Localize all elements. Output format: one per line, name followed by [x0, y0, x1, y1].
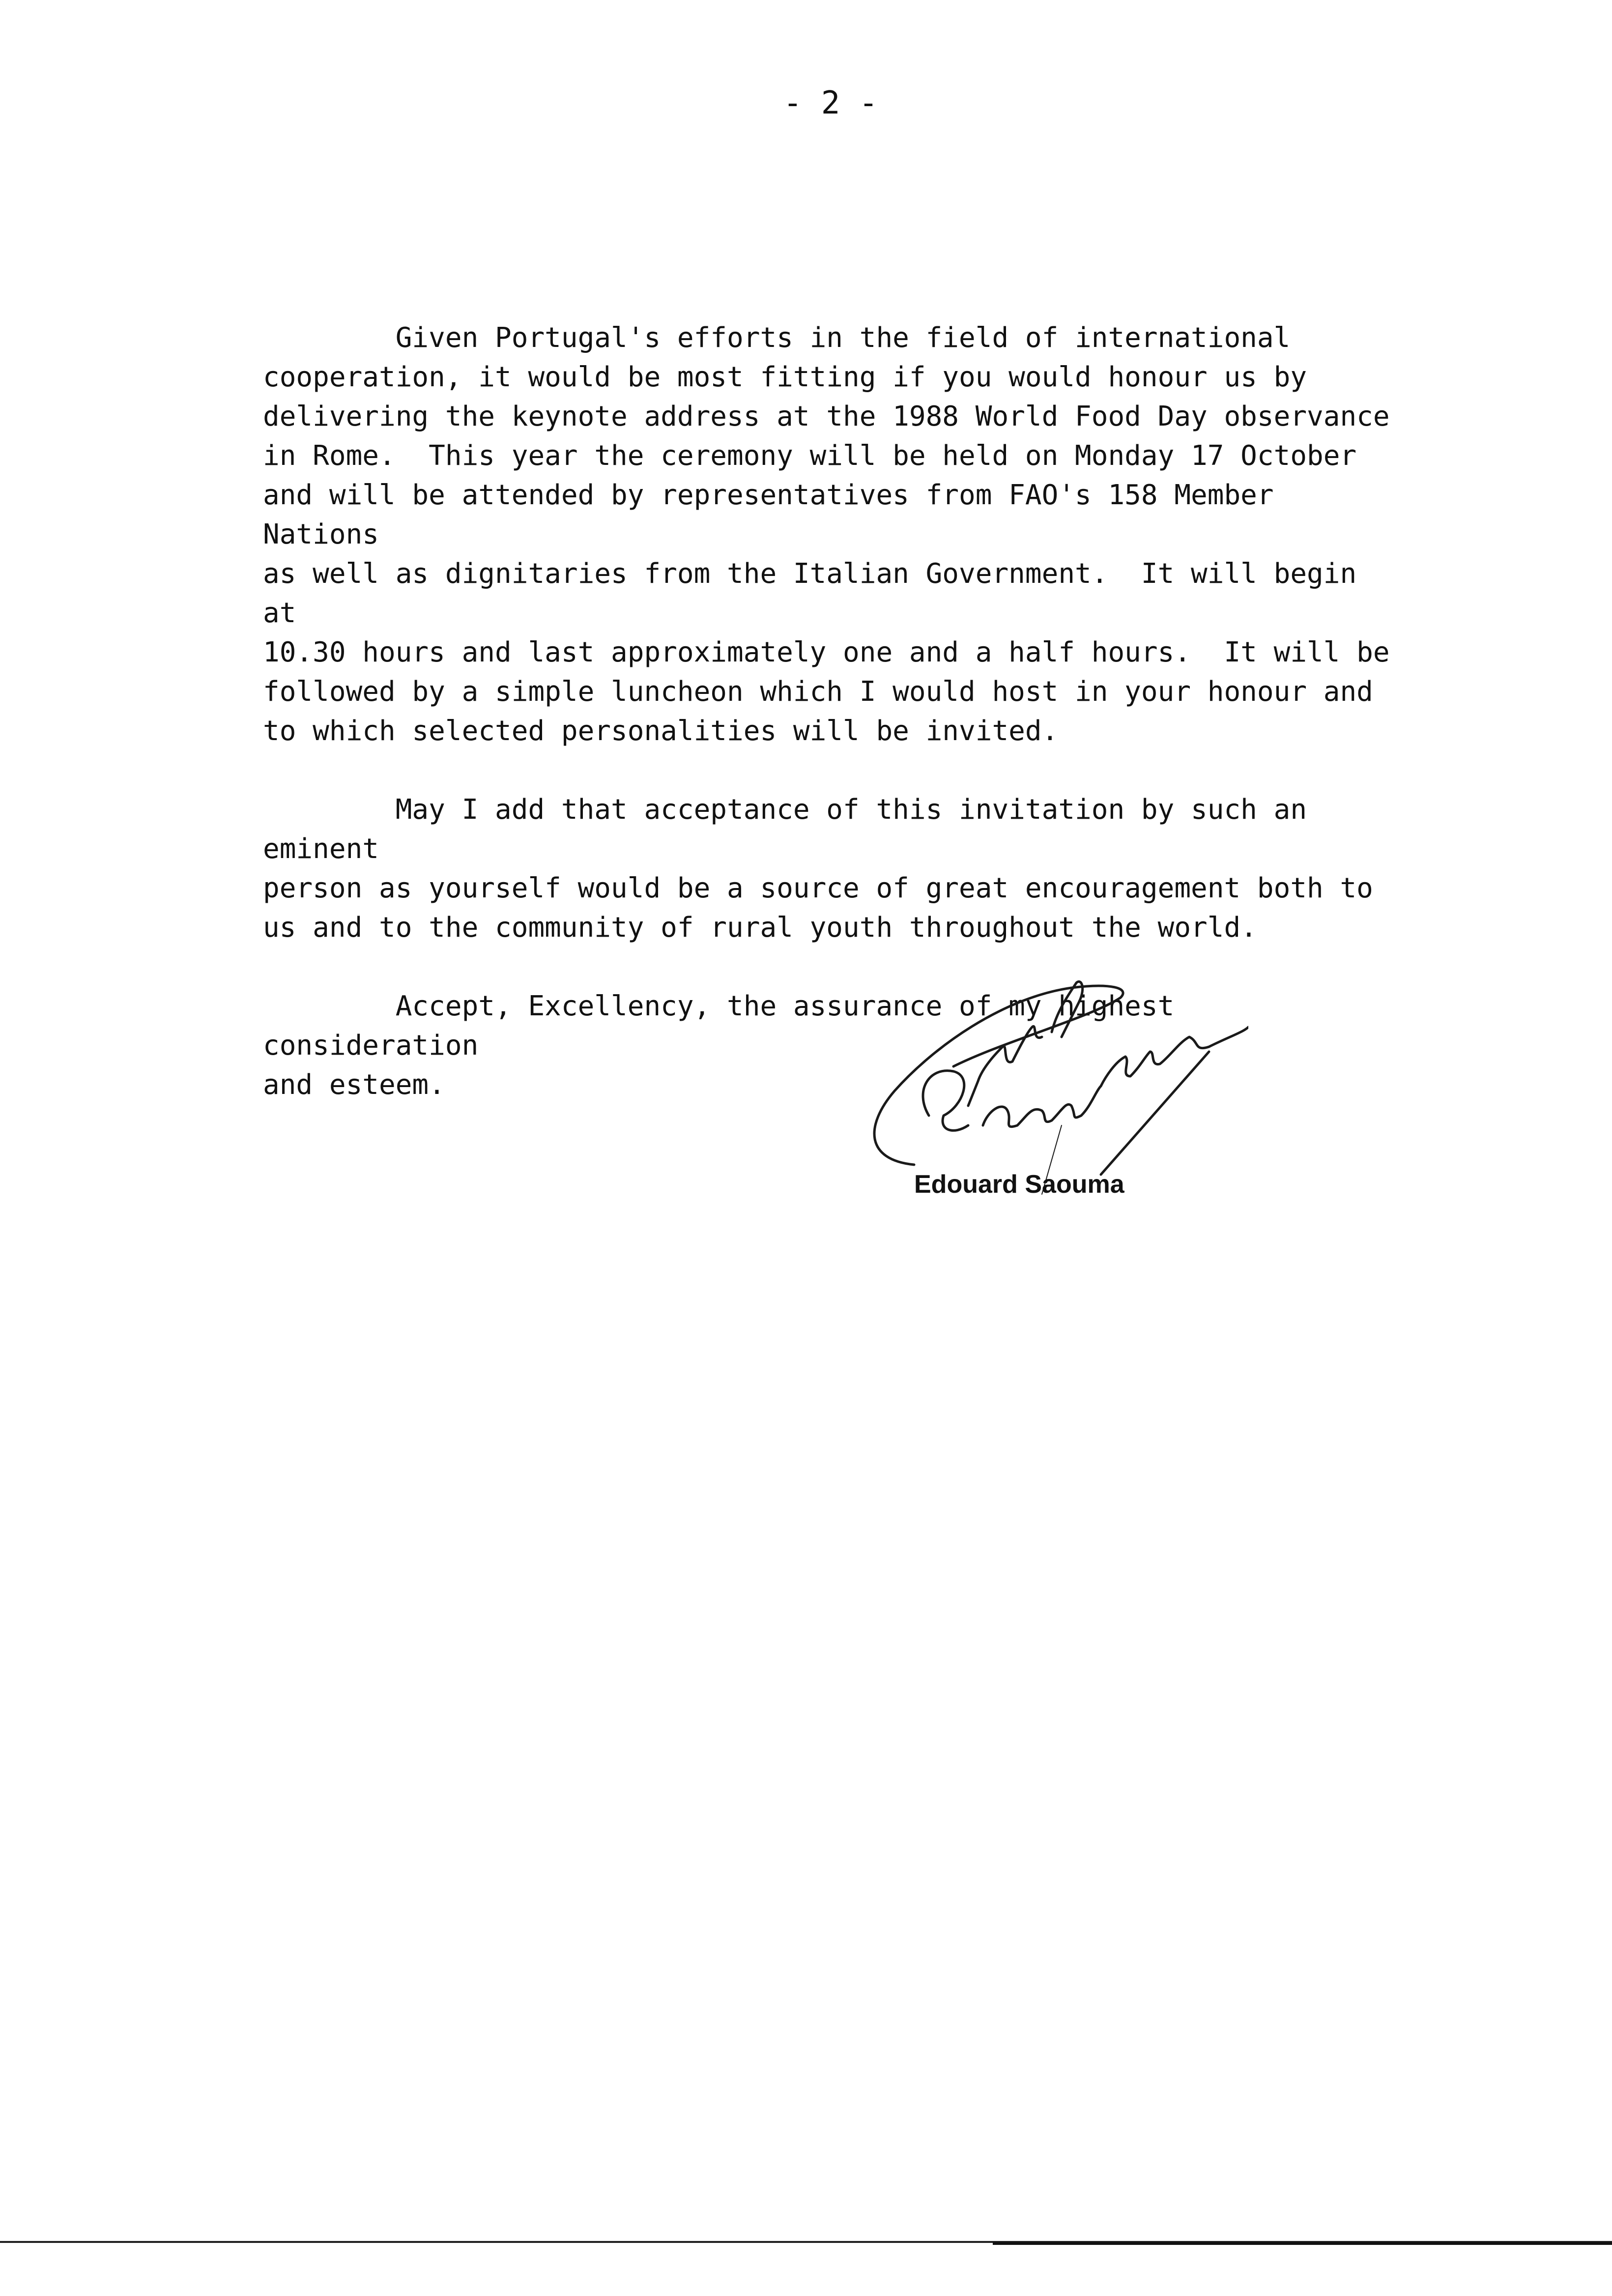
paragraph-encouragement: May I add that acceptance of this invitation by such an eminent person as yourself would be a source of great encouragement both to us and to the community of rural youth throughout the world.: [263, 794, 1373, 944]
paragraph-invitation: Given Portugal's efforts in the field of international cooperation, it would be most fitting if you would honour us by delivering the keynote address at the 1988 World Food Day observance in Rome. This year the ceremony will be held on Monday 17 October and will be attended by representatives from FAO's 158 Member Nations as well as dignitaries from the Italian Government. It will begin at 10.30 hours and last approximately one and a half hours. It will be followed by a simple luncheon which I would host in your honour and to which selected personalities will be invited.: [263, 322, 1390, 747]
signatory-name: Edouard Saouma: [914, 1170, 1124, 1199]
signature-block: [855, 968, 1248, 1224]
page-number: - 2 -: [783, 85, 878, 121]
footer-rule-heavy: [993, 2242, 1612, 2245]
paragraph-closing: Accept, Excellency, the assurance of my highest consideration and esteem.: [263, 990, 1175, 1101]
